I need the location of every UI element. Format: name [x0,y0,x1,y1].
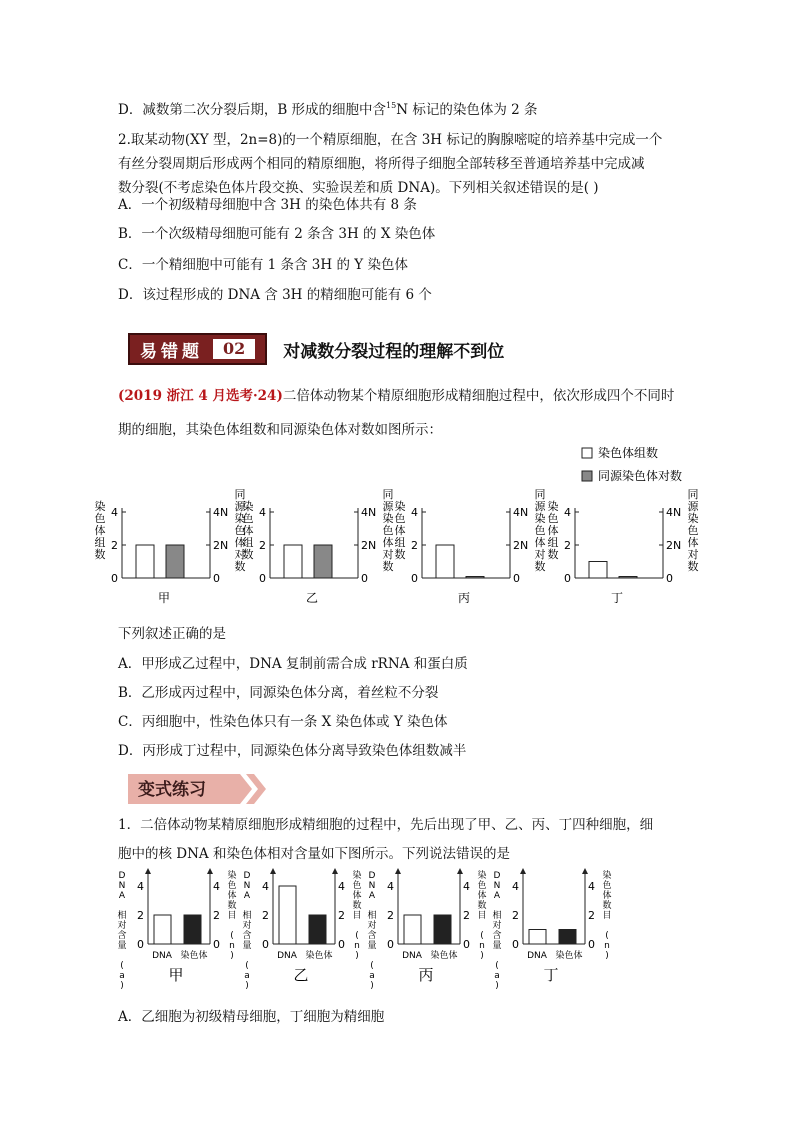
tick-label-left: 2 [137,909,144,922]
axis-arrow-right [207,868,213,874]
tick-label-left: 2 [111,539,118,552]
tick-label-right: 0 [213,572,220,585]
tick-label-right: 4 [588,880,595,893]
tick-label-left: 0 [564,572,571,585]
category-label: 甲 [157,591,171,605]
tick-label-right: 2N [213,539,229,552]
bar-chromosome [559,930,576,945]
bar-homologous-pairs [166,545,184,578]
legend-swatch-groups [582,448,592,458]
tick-label-right: 0 [213,938,220,951]
bar-chromosome-groups [589,562,607,579]
example-stem: 下列叙述正确的是 [118,626,226,642]
example-line-1: (2019 浙江 4 月选考·24)二倍体动物某个精原细胞形成精细胞过程中，依次形成四个不同时 [118,388,675,404]
bar-dna [404,915,421,944]
tick-label-right: 2N [361,539,377,552]
tick-label-left: 2 [387,909,394,922]
tick-label-right: 2 [213,909,220,922]
tick-label-right: 2 [338,909,345,922]
error-question-badge: 易错题 02 [128,333,267,365]
axis-arrow-right [582,868,588,874]
tick-label-right: 4 [338,880,345,893]
example-option-b: B．乙形成丙过程中，同源染色体分离，着丝粒不分裂 [118,685,439,701]
q2-option-a: A．一个初级精母细胞中含 3H 的染色体共有 8 条 [118,197,417,213]
group-label-dna: DNA [527,951,547,961]
tick-label-left: 4 [259,506,266,519]
tick-label-left: 0 [137,938,144,951]
y-axis-label-left: 染色体组数 [547,500,559,561]
tick-label-right: 4 [213,880,220,893]
bar-chromosome-groups [284,545,302,578]
axis-arrow-right [457,868,463,874]
question-2-stem [118,128,688,200]
section-heading [128,334,504,364]
tick-label-left: 4 [137,880,144,893]
variant-banner-text: 变式练习 [138,780,206,800]
q2-line-1: 2.取某动物(XY 型，2n=8)的一个精原细胞，在含 3H 标记的胸腺嘧啶的培养基中完成一个 [118,132,663,148]
q2-option-c: C．一个精细胞中可能有 1 条含 3H 的 Y 染色体 [118,257,408,273]
y-axis-label-left: 染色体组数 [242,500,254,561]
tick-label-left: 4 [111,506,118,519]
tick-label-left: 2 [262,909,269,922]
tick-label-right: 0 [513,572,520,585]
group-label-dna: DNA [277,951,297,961]
y-axis-label-right: 同源染色体对数 [687,488,699,573]
tick-label-left: 2 [259,539,266,552]
category-label: 乙 [305,591,319,605]
y-axis-label-right: 染色体数目 ( n ) [477,871,487,961]
tick-label-right: 4N [361,506,377,519]
example-option-c: C．丙细胞中，性染色体只有一条 X 染色体或 Y 染色体 [118,714,448,730]
y-axis-label-right: 同源染色体对数 [234,488,246,573]
example-line-2: 期的细胞，其染色体组数和同源染色体对数如图所示： [118,422,442,438]
tick-label-left: 0 [111,572,118,585]
group-label-dna: DNA [402,951,422,961]
y-axis-label-left: 染色体组数 [394,500,406,561]
tick-label-right: 4N [213,506,229,519]
tick-label-right: 2 [463,909,470,922]
bar-dna [279,886,296,944]
example-option-d: D．丙形成丁过程中，同源染色体分离导致染色体组数减半 [118,743,467,759]
y-axis-label-right: 同源染色体对数 [534,488,546,573]
category-label: 乙 [293,966,309,984]
category-label: 丁 [543,966,559,984]
axis-arrow-right [332,868,338,874]
axis-arrow-left [395,868,401,874]
tick-label-right: 0 [463,938,470,951]
tick-label-right: 0 [588,938,595,951]
tick-label-left: 0 [411,572,418,585]
bar-chromosome [434,915,451,944]
y-axis-label-right: 染色体数目 ( n ) [352,871,362,961]
variant-practice-banner [128,774,266,804]
bar-dna [154,915,171,944]
variant-q1-line-2: 胞中的核 DNA 和染色体相对含量如下图所示。下列说法错误的是 [118,846,510,862]
group-label-chromosome: 染色体 [430,951,458,961]
tick-label-right: 0 [361,572,368,585]
example-option-a: A．甲形成乙过程中，DNA 复制前需合成 rRNA 和蛋白质 [118,656,468,672]
tick-label-left: 0 [512,938,519,951]
tick-label-left: 2 [411,539,418,552]
q2-option-d: D．该过程形成的 DNA 含 3H 的精细胞可能有 6 个 [118,287,432,303]
category-label: 丙 [418,966,434,984]
tick-label-right: 2N [513,539,529,552]
legend-swatch-pairs [582,471,592,481]
bar-chromosome [184,915,201,944]
tick-label-left: 0 [387,938,394,951]
axis-arrow-left [270,868,276,874]
tick-label-right: 2 [588,909,595,922]
chromosome-set-chart [94,440,710,610]
example-source: (2019 浙江 4 月选考·24) [118,388,283,404]
axis-arrow-left [520,868,526,874]
category-label: 丁 [610,591,624,605]
bar-chromosome-groups [136,545,154,578]
y-axis-label-left: D N A 相对含量 ( a ) [117,871,127,991]
tick-label-left: 4 [411,506,418,519]
legend-label-groups: 染色体组数 [598,446,659,460]
variant-q1-line-1: 1．二倍体动物某精原细胞形成精细胞的过程中，先后出现了甲、乙、丙、丁四种细胞，细 [118,817,654,833]
tick-label-right: 0 [666,572,673,585]
bar-chromosome [309,915,326,944]
section-title: 对减数分裂过程的理解不到位 [283,341,505,362]
tick-label-left: 4 [262,880,269,893]
y-axis-label-left: 染色体组数 [94,500,106,561]
tick-label-left: 2 [512,909,519,922]
tick-label-right: 4 [463,880,470,893]
y-axis-label-left: D N A 相对含量 ( a ) [242,871,252,991]
bar-homologous-pairs [314,545,332,578]
tick-label-left: 0 [262,938,269,951]
tick-label-right: 0 [338,938,345,951]
bar-homologous-pairs [466,577,484,579]
tick-label-left: 4 [387,880,394,893]
category-label: 丙 [457,591,471,605]
group-label-chromosome: 染色体 [555,951,583,961]
tick-label-left: 0 [259,572,266,585]
y-axis-label-right: 染色体数目 ( n ) [227,871,237,961]
group-label-chromosome: 染色体 [180,951,208,961]
variant-option-a: A．乙细胞为初级精母细胞，丁细胞为精细胞 [118,1009,385,1025]
tick-label-left: 4 [512,880,519,893]
group-label-dna: DNA [152,951,172,961]
q2-line-3: 数分裂(不考虑染色体片段交换、实验误差和质 DNA)。下列相关叙述错误的是( ) [118,180,599,196]
y-axis-label-right: 同源染色体对数 [382,488,394,573]
y-axis-label-right: 染色体数目 ( n ) [602,871,612,961]
tick-label-right: 4N [666,506,682,519]
q2-option-b: B．一个次级精母细胞可能有 2 条含 3H 的 X 染色体 [118,226,436,242]
tick-label-left: 2 [564,539,571,552]
tick-label-right: 2N [666,539,682,552]
dna-chromosome-chart [110,860,670,990]
group-label-chromosome: 染色体 [305,951,333,961]
y-axis-label-left: D N A 相对含量 ( a ) [367,871,377,991]
axis-arrow-left [145,868,151,874]
bar-homologous-pairs [619,577,637,579]
prev-option-d: D．减数第二次分裂后期，B 形成的细胞中含$^{15}$N 标记的染色体为 2 条 [118,101,538,118]
bar-dna [529,930,546,945]
bar-chromosome-groups [436,545,454,578]
tick-label-left: 4 [564,506,571,519]
q2-line-2: 有丝分裂周期后形成两个相同的精原细胞，将所得子细胞全部转移至普通培养基中完成减 [118,156,645,172]
tick-label-right: 4N [513,506,529,519]
legend-label-pairs: 同源染色体对数 [598,469,683,483]
category-label: 甲 [168,966,184,984]
y-axis-label-left: D N A 相对含量 ( a ) [492,871,502,991]
